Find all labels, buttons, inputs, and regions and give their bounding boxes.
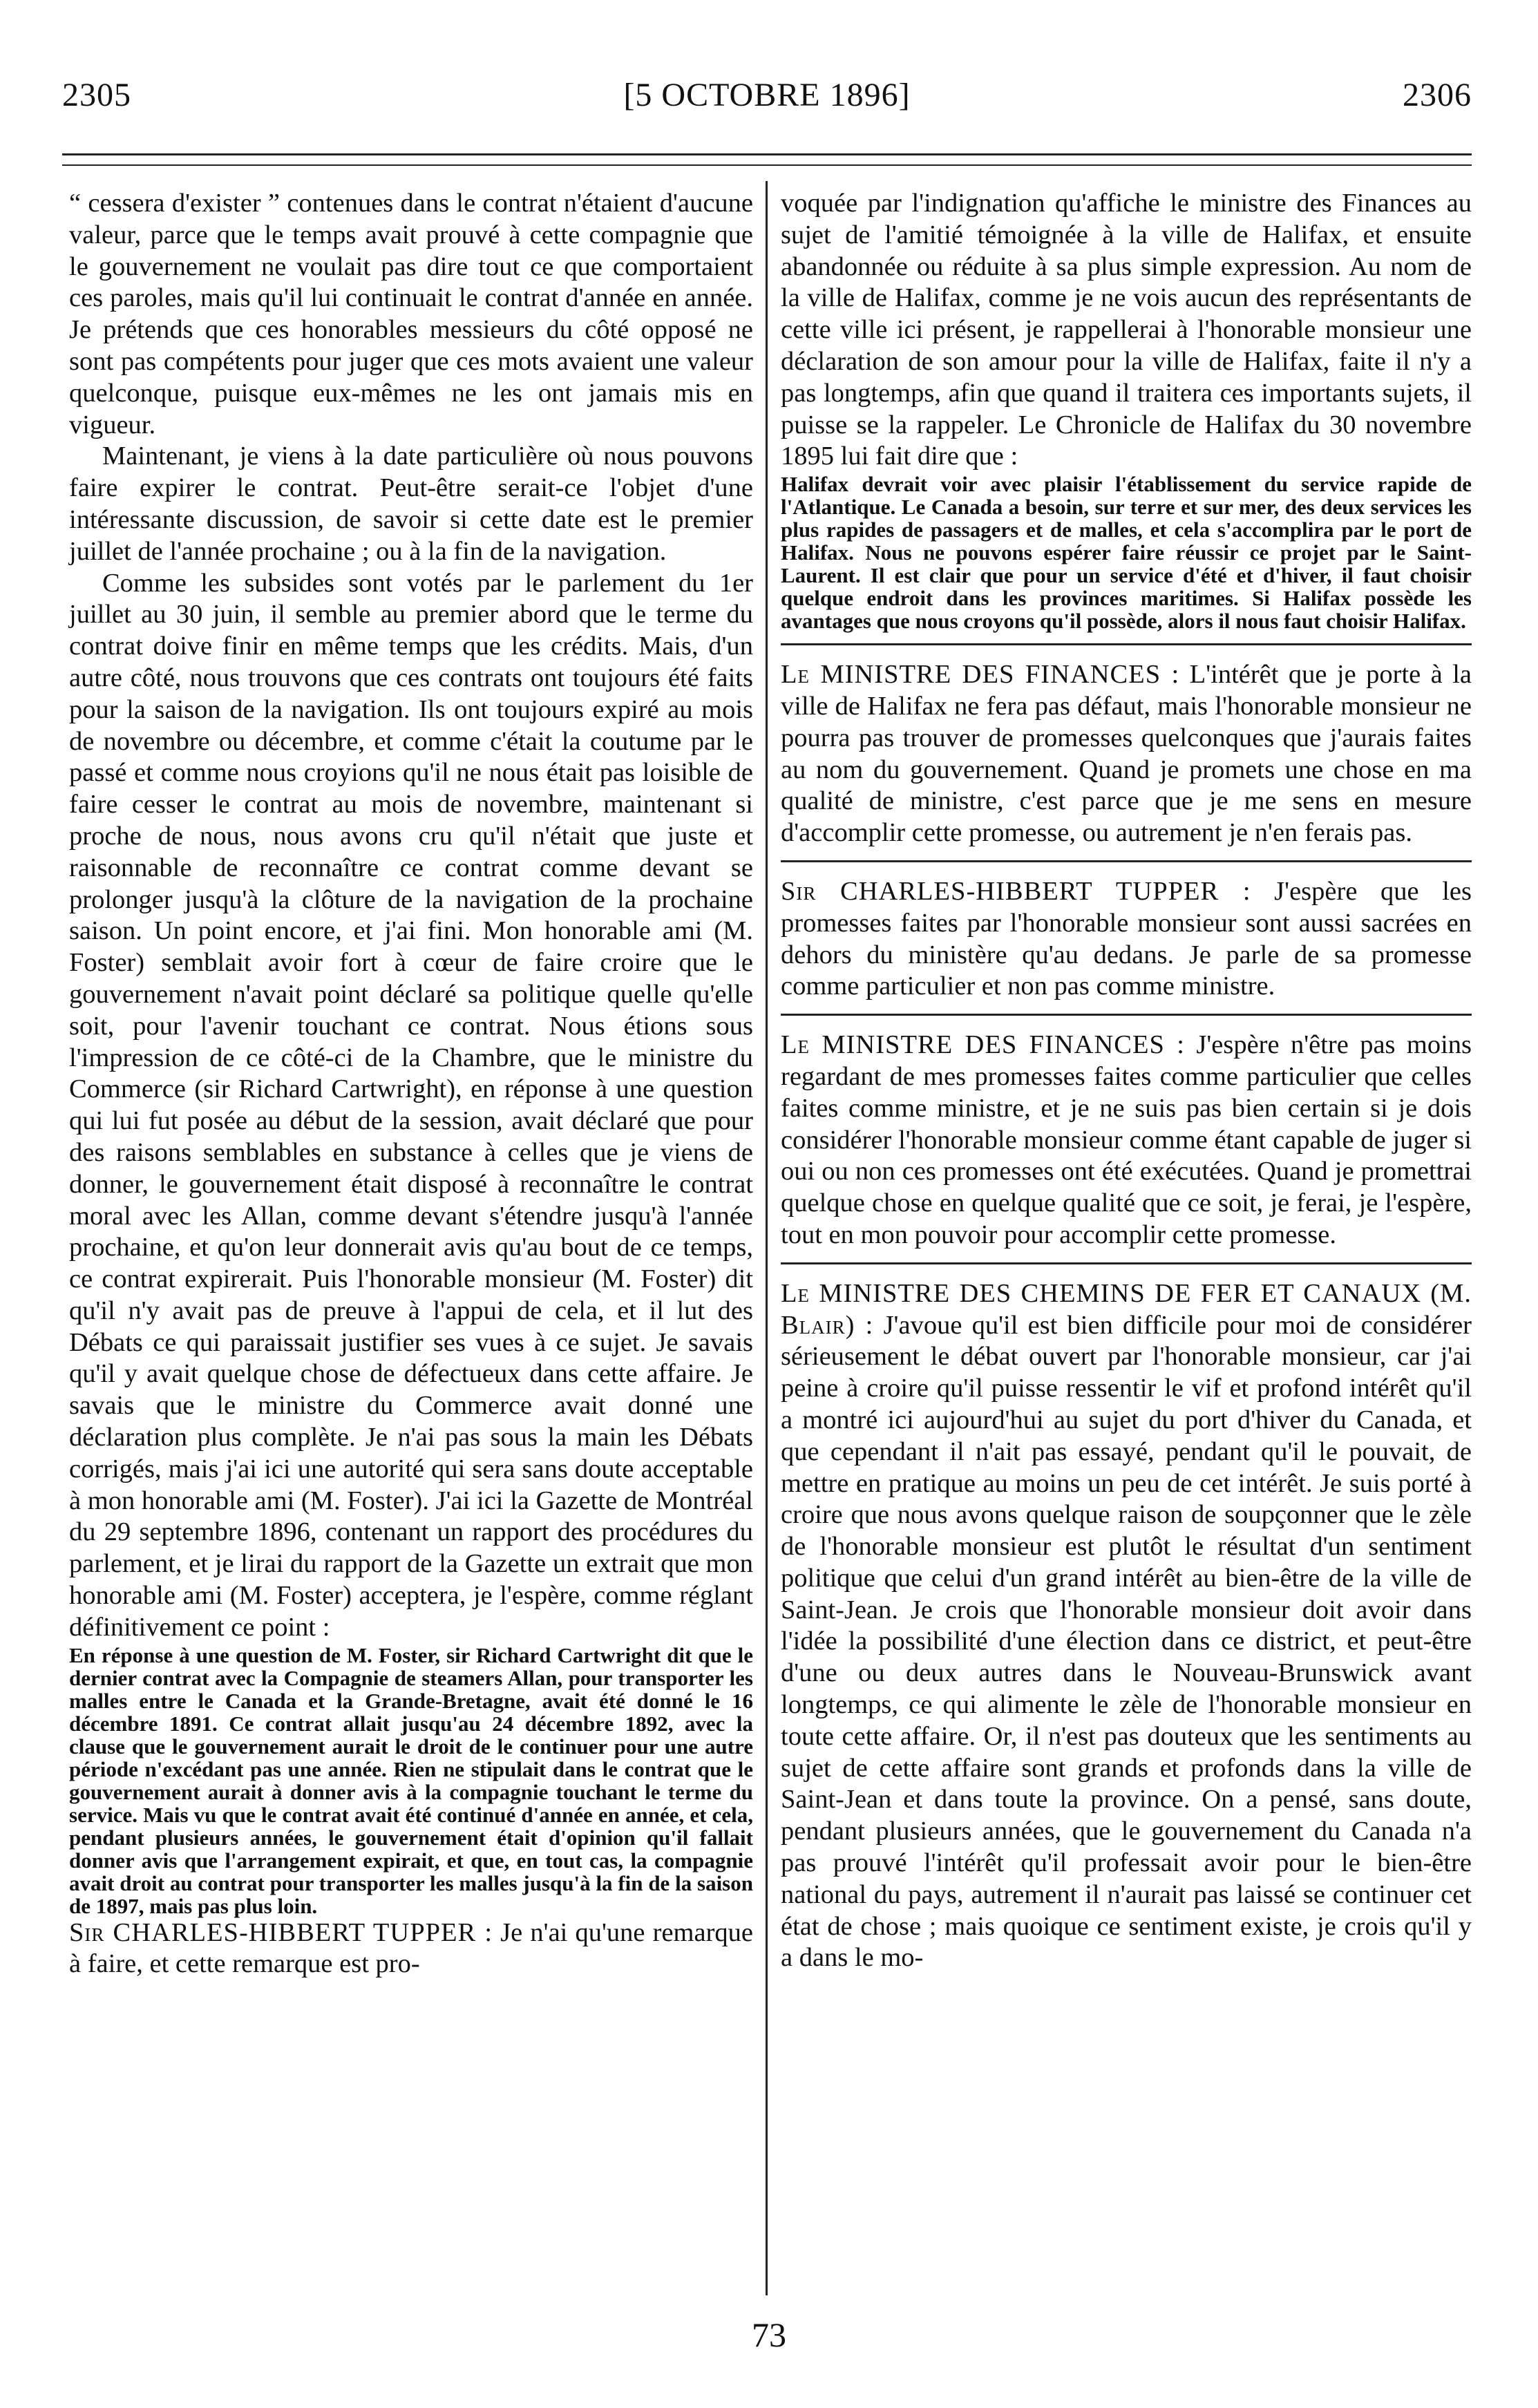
- left-page-number: 2305: [62, 77, 131, 113]
- signature-mark: 73: [752, 2315, 786, 2354]
- paragraph: Comme les subsides sont votés par le parlement du 1er juillet au 30 juin, il semble au premier abord que le terme du contrat doive finir en même temps que les crédits. Mais, d'un autre côté, nous trouvons que ces contrats ont toujours été faits pour la saison de la navigation. Ils ont toujours expiré au mois de novembre ou décembre, et comme c'était la coutume par le passé et comme nous croyions qu'il ne nous était pas loisible de faire cesser le contrat au mois de novembre, maintenant si proche de nous, nous avons cru qu'il n'était que juste et raisonnable de reconnaître ce contrat comme devant se prolonger jusqu'à la clôture de la navigation de la prochaine saison. Un point encore, et j'ai fini. Mon honorable ami (M. Foster) semblait avoir fort à cœur de faire croire que le gouvernement n'avait point déclaré sa politique quelle qu'elle soit, pour l'avenir touchant ce contrat. Nous étions sous l'impression de ce côté-ci de la Chambre, que le ministre du Commerce (sir Richard Cartwright), en réponse à une question qui lui fut posée au début de la session, avait déclaré que pour des raisons semblables en substance à celles que je viens de donner, le gouvernement était disposé à reconnaître le contrat moral avec les Allan, comme devant s'étendre jusqu'à l'année prochaine, et qu'on leur donnerait avis qu'au bout de ce temps, ce contrat expirerait. Puis l'honorable monsieur (M. Foster) dit qu'il n'y avait pas de preuve à l'appui de cela, et il lut des Débats ce qui paraissait justifier ses vues à ce sujet. Je savais qu'il y avait quelque chose de défectueux dans cette affaire. Je savais que le ministre du Commerce avait donné une déclaration plus complète. Je n'ai pas sous la main les Débats corrigés, mais j'ai ici une autorité qui sera sans doute acceptable à mon honorable ami (M. Foster). J'ai ici la Gazette de Montréal du 29 septembre 1896, contenant un rapport des procédures du parlement, et je lirai du rapport de la Gazette un extrait que mon honorable ami (M. Foster) acceptera, je l'espère, comme réglant définitivement ce point :: [69, 568, 753, 1642]
- paragraph: “ cessera d'exister ” contenues dans le contrat n'étaient d'aucune valeur, parce que le temps avait prouvé à cette compagnie que le gouvernement ne voulait pas dire tout ce que comportaient ces paroles, mais qu'il lui continuait le contrat d'année en année. Je prétends que ces honorables messieurs du côté opposé ne sont pas compétents pour juger que ces mots avaient une valeur quelconque, puisque eux-mêmes ne les ont jamais mis en vigueur.: [69, 189, 753, 439]
- speech-paragraph: [781, 659, 1472, 849]
- speaker-name: Le MINISTRE DES CHEMINS DE FER ET CANAUX (M. Blair) :: [781, 1278, 1472, 1340]
- speech-paragraph: [781, 1278, 1472, 1975]
- section-separator: [781, 1014, 1472, 1016]
- paragraph: voquée par l'indignation qu'affiche le ministre des Finances au sujet de l'amitié témoignée à la ville de Halifax, et ensuite abandonnée ou réduite à sa plus simple expression. Au nom de la ville de Halifax, comme je ne vois aucun des représentants de cette ville ici présent, je rappellerai à l'honorable monsieur une déclaration de son amour pour la ville de Halifax, faite il n'y a pas longtemps, afin que quand il traitera ces importants sujets, il puisse se la rappeler. Le Chronicle de Halifax du 30 novembre 1895 lui fait dire que :: [781, 189, 1472, 471]
- paragraph: Maintenant, je viens à la date particulière où nous pouvons faire expirer le contrat. Peut-être serait-ce l'objet d'une intéressante discussion, de savoir si cette date est le premier juillet de l'année prochaine ; ou à la fin de la navigation.: [69, 442, 753, 566]
- column-divider: [766, 181, 768, 2295]
- page-header: [62, 76, 1472, 124]
- speech-text: L'intérêt que je porte à la ville de Halifax ne fera pas défaut, mais l'honorable monsieur ne pourra pas trouver de promesses quelconques que j'aurais faites au nom du gouvernement. Quand je promets une chose en ma qualité de ministre, c'est parce que je me sens en mesure d'accomplir cette promesse, ou autrement je n'en ferais pas.: [781, 660, 1472, 848]
- section-separator: [781, 643, 1472, 645]
- quoted-extract-chronicle: Halifax devrait voir avec plaisir l'établissement du service rapide de l'Atlantique. Le Canada a besoin, sur terre et sur mer, des deux services les plus rapides de passagers et de malles, et cela s'accomplira par le port de Halifax. Nous ne pouvons espérer faire réussir ce projet par le Saint-Laurent. Il est clair que pour un service d'été et d'hiver, il faut choisir quelque endroit dans les provinces maritimes. Si Halifax possède les avantages que nous croyons qu'il possède, alors il nous faut choisir Halifax.: [781, 472, 1472, 634]
- speech-paragraph: [69, 1917, 753, 1981]
- speaker-name: Le MINISTRE DES FINANCES :: [781, 1030, 1185, 1060]
- speaker-name: Sir CHARLES-HIBBERT TUPPER :: [69, 1917, 493, 1947]
- header-rule-thin: [62, 164, 1472, 166]
- session-date: [5 OCTOBRE 1896]: [623, 77, 911, 113]
- speaker-name: Le MINISTRE DES FINANCES :: [781, 660, 1180, 690]
- speech-text: J'avoue qu'il est bien difficile pour moi de considérer sérieusement le débat ouvert par l'honorable monsieur, car j'ai peine à croire qu'il puisse ressentir le vif et profond intérêt qu'il a montré ici aujourd'hui au sujet du port d'hiver du Canada, et que cependant il n'ait pas essayé, pendant qu'il le pouvait, de mettre en pratique au moins un peu de cet intérêt. Je suis porté à croire que nous avons quelque raison de soupçonner que le zèle de l'honorable monsieur est plutôt le résultat d'un sentiment politique que celui d'un grand intérêt au bien-être de la ville de Saint-Jean. Je crois que l'honorable monsieur doit avoir dans l'idée la possibilité d'une élection dans ce district, et peut-être d'une ou deux autres dans le Nouveau-Brunswick avant longtemps, ce qui alimente le zèle de l'honorable monsieur en toute cette affaire. Or, il n'est pas douteux que les sentiments au sujet de cette affaire sont grands et profonds dans la ville de Saint-Jean et dans toute la province. On a pensé, sans doute, pendant plusieurs années, que le gouvernement du Canada n'a pas prouvé l'intérêt qu'il professait avoir pour le bien-être national du pays, autrement il n'aurait pas laissé se continuer cet état de chose ; mais quoique ce sentiment existe, je crois qu'il y a dans le mo-: [781, 1310, 1472, 1973]
- quoted-extract-gazette: En réponse à une question de M. Foster, sir Richard Cartwright dit que le dernier contrat avec la Compagnie de steamers Allan, pour transporter les malles entre le Canada et la Grande-Bretagne, avait été donné le 16 décembre 1891. Ce contrat allait jusqu'au 24 décembre 1892, avec la clause que le gouvernement aurait le droit de le continuer pour une autre période n'excédant pas une année. Rien ne stipulait dans le contrat que le gouvernement aurait à donner avis à la compagnie touchant le terme du service. Mais vu que le contrat avait été continué d'année en année, et cela, pendant plusieurs années, le gouvernement était d'opinion qu'il fallait donner avis que l'arrangement expirait, et que, en tout cas, la compagnie avait droit au contrat pour transporter les malles jusqu'à la fin de la saison de 1897, mais pas plus loin.: [69, 1642, 753, 1918]
- speech-paragraph: [781, 876, 1472, 1003]
- section-separator: [781, 1262, 1472, 1264]
- left-column: [69, 188, 753, 1980]
- right-column: [781, 188, 1472, 1974]
- speech-text: Je n'ai qu'une remarque à faire, et cette remarque est pro-: [69, 1917, 754, 1979]
- header-rule: [62, 153, 1472, 155]
- speech-text: J'espère que les promesses faites par l'honorable monsieur sont aussi sacrées en dehors du ministère qu'au dedans. Je parle de sa promesse comme particulier et non pas comme ministre.: [781, 876, 1472, 1001]
- speaker-name: Sir CHARLES-HIBBERT TUPPER :: [781, 876, 1251, 906]
- speech-paragraph: [781, 1030, 1472, 1251]
- right-page-number: 2306: [1403, 77, 1472, 113]
- section-separator: [781, 860, 1472, 862]
- speech-text: J'espère n'être pas moins regardant de mes promesses faites comme particulier que celles faites comme ministre, et je ne suis pas bien certain si je dois considérer l'honorable monsieur comme étant capable de juger si oui ou non ces promesses ont été exécutées. Quand je promettrai quelque chose en quelque qualité que ce soit, je ferai, je l'espère, tout en mon pouvoir pour accomplir cette promesse.: [781, 1030, 1472, 1249]
